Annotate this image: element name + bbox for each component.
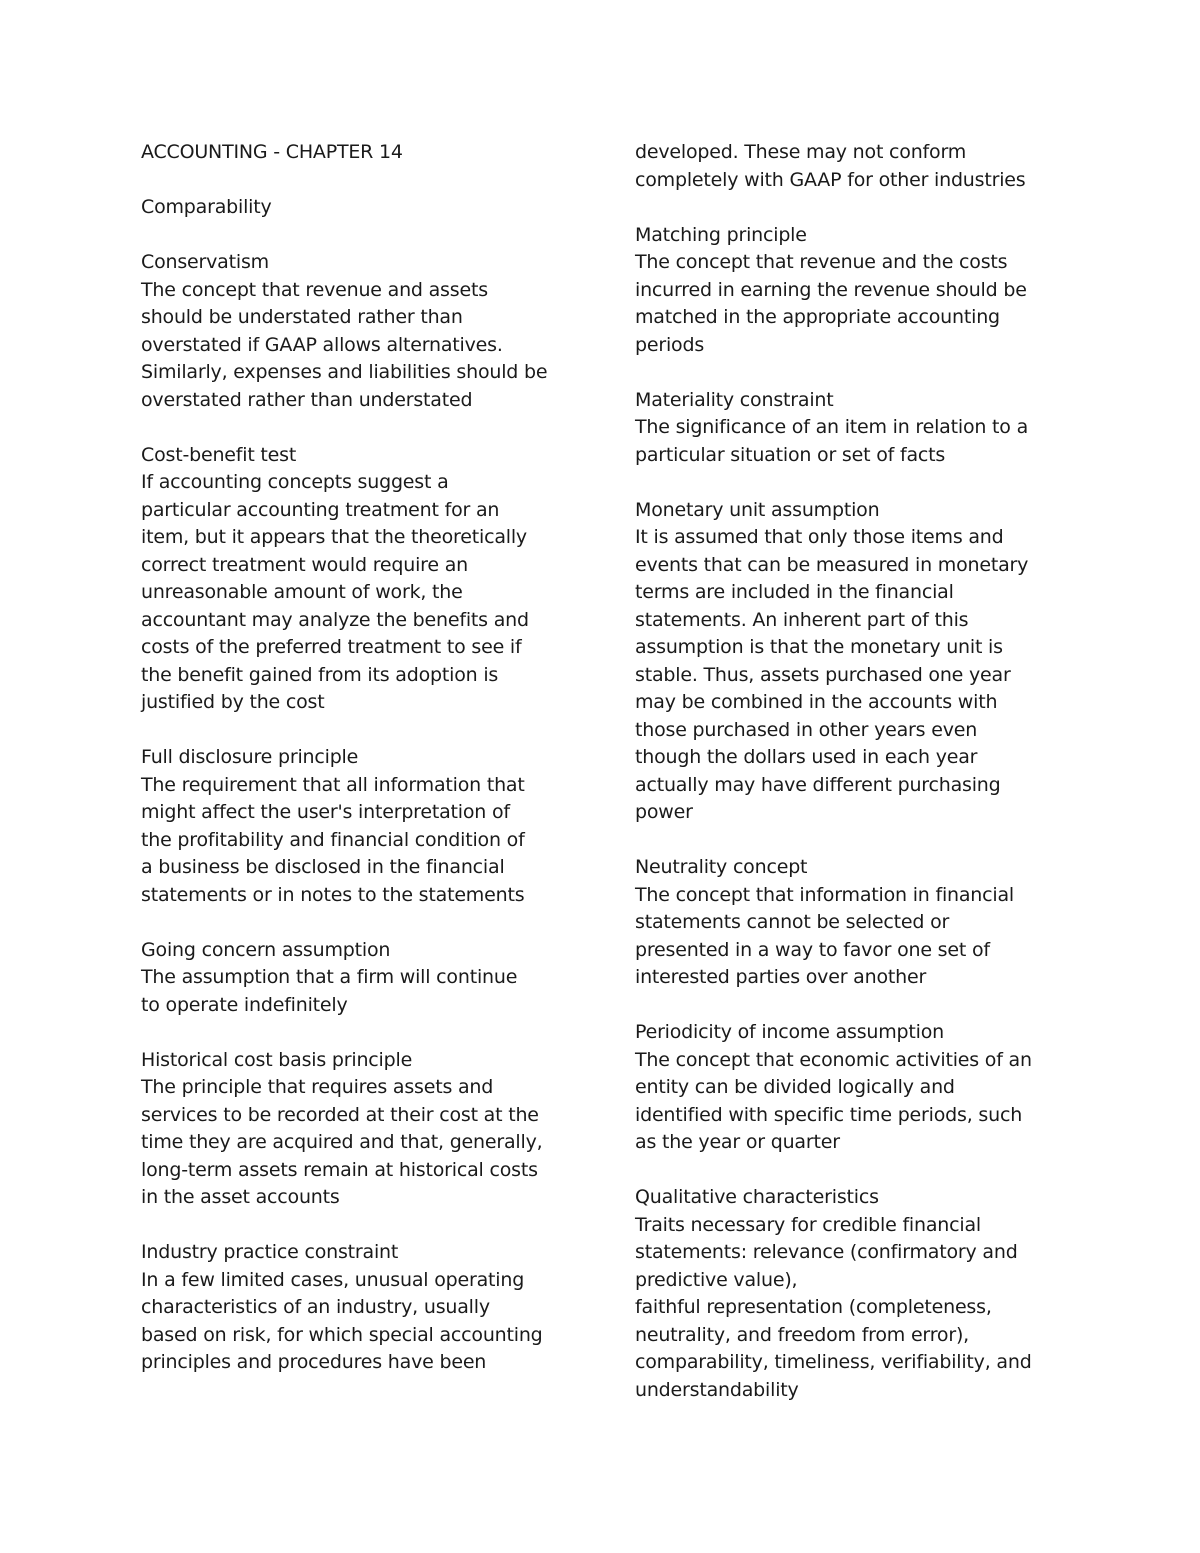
right-column — [635, 139, 1065, 1404]
text-line: Matching principle — [635, 223, 807, 246]
blank-line — [141, 1212, 571, 1240]
blank-line — [635, 194, 1065, 222]
text-line: time they are acquired and that, generally, — [141, 1131, 543, 1153]
text-line: principles and procedures have been — [141, 1351, 487, 1373]
text-line: Full disclosure principle — [141, 746, 359, 768]
text-line: actually may have different purchasing — [635, 773, 1001, 796]
text-line: services to be recorded at their cost at the — [141, 1103, 539, 1126]
blank-line — [635, 359, 1065, 387]
text-line: item, but it appears that the theoretically — [141, 526, 527, 548]
text-line: matched in the appropriate accounting — [635, 306, 1000, 328]
blank-line — [635, 469, 1065, 497]
text-line: costs of the preferred treatment to see if — [141, 636, 522, 658]
text-line: in the asset accounts — [141, 1186, 340, 1208]
text-line: It is assumed that only those items and — [635, 526, 1004, 548]
text-line: unreasonable amount of work, the — [141, 581, 463, 603]
text-line: In a few limited cases, unusual operating — [141, 1268, 525, 1291]
text-line: completely with GAAP for other industries — [635, 168, 1026, 191]
text-line: presented in a way to favor one set of — [635, 938, 990, 961]
text-line: accountant may analyze the benefits and — [141, 608, 529, 631]
text-line: The concept that revenue and the costs — [635, 251, 1008, 273]
text-line: as the year or quarter — [635, 1131, 840, 1153]
text-line: statements or in notes to the statements — [141, 883, 525, 906]
text-line: a business be disclosed in the financial — [141, 856, 505, 878]
text-line: events that can be measured in monetary — [635, 553, 1029, 576]
text-line: Conservatism — [141, 251, 269, 273]
text-line: long-term assets remain at historical costs — [141, 1158, 538, 1181]
text-line: particular situation or set of facts — [635, 443, 946, 466]
blank-line — [141, 414, 571, 442]
text-line: particular accounting treatment for an — [141, 498, 500, 521]
text-line: Traits necessary for credible financial — [635, 1213, 981, 1236]
text-line: statements: relevance (confirmatory and — [635, 1241, 1018, 1263]
text-line: Going concern assumption — [141, 938, 391, 961]
text-line: ACCOUNTING - CHAPTER 14 — [141, 141, 403, 163]
text-line: The requirement that all information that — [141, 773, 525, 796]
blank-line — [141, 717, 571, 745]
text-line: Periodicity of income assumption — [635, 1021, 945, 1043]
blank-line — [141, 1019, 571, 1047]
blank-line — [635, 992, 1065, 1020]
text-line: developed. These may not conform — [635, 141, 967, 163]
text-line: assumption is that the monetary unit is — [635, 636, 1003, 658]
text-line: should be understated rather than — [141, 306, 463, 328]
text-line: statements cannot be selected or — [635, 911, 950, 933]
left-column — [141, 139, 571, 1377]
blank-line — [141, 909, 571, 937]
text-line: The concept that information in financial — [635, 883, 1014, 906]
text-line: interested parties over another — [635, 966, 927, 988]
text-line: identified with specific time periods, such — [635, 1103, 1023, 1126]
text-line: The concept that revenue and assets — [141, 278, 488, 301]
blank-line — [141, 167, 571, 195]
text-line: incurred in earning the revenue should be — [635, 278, 1027, 301]
text-line: Comparability — [141, 196, 272, 218]
text-line: The significance of an item in relation to a — [635, 416, 1029, 438]
text-line: based on risk, for which special accounting — [141, 1323, 543, 1346]
text-line: to operate indefinitely — [141, 993, 348, 1016]
text-line: entity can be divided logically and — [635, 1076, 955, 1098]
text-line: predictive value), — [635, 1268, 798, 1291]
text-line: the benefit gained from its adoption is — [141, 663, 499, 686]
text-line: power — [635, 801, 693, 823]
text-line: Historical cost basis principle — [141, 1048, 413, 1071]
text-line: statements. An inherent part of this — [635, 608, 969, 631]
text-line: the profitability and financial condition of — [141, 828, 525, 851]
text-line: The concept that economic activities of an — [635, 1048, 1032, 1071]
text-line: stable. Thus, assets purchased one year — [635, 663, 1011, 686]
text-line: overstated rather than understated — [141, 388, 473, 411]
text-line: If accounting concepts suggest a — [141, 471, 449, 493]
text-line: justified by the cost — [141, 691, 325, 713]
text-line: Industry practice constraint — [141, 1241, 399, 1263]
text-line: faithful representation (completeness, — [635, 1296, 992, 1318]
text-line: those purchased in other years even — [635, 718, 978, 741]
text-line: though the dollars used in each year — [635, 746, 978, 768]
text-line: The principle that requires assets and — [141, 1076, 494, 1098]
blank-line — [635, 1157, 1065, 1185]
text-line: terms are included in the financial — [635, 581, 954, 603]
text-line: The assumption that a firm will continue — [141, 966, 518, 988]
text-line: comparability, timeliness, verifiability, and — [635, 1351, 1032, 1373]
text-line: characteristics of an industry, usually — [141, 1296, 490, 1318]
text-line: neutrality, and freedom from error), — [635, 1323, 969, 1346]
text-line: Materiality constraint — [635, 388, 834, 411]
text-line: Qualitative characteristics — [635, 1186, 879, 1208]
text-line: may be combined in the accounts with — [635, 691, 998, 713]
blank-line — [141, 222, 571, 250]
blank-line — [635, 827, 1065, 855]
text-line: Neutrality concept — [635, 856, 808, 878]
text-line: overstated if GAAP allows alternatives. — [141, 333, 503, 356]
text-line: might affect the user's interpretation of — [141, 801, 510, 823]
text-line: correct treatment would require an — [141, 553, 468, 576]
text-line: Cost-benefit test — [141, 443, 297, 466]
text-line: Monetary unit assumption — [635, 498, 880, 521]
text-line: Similarly, expenses and liabilities should be — [141, 361, 548, 383]
text-line: understandability — [635, 1378, 799, 1401]
text-line: periods — [635, 333, 705, 356]
